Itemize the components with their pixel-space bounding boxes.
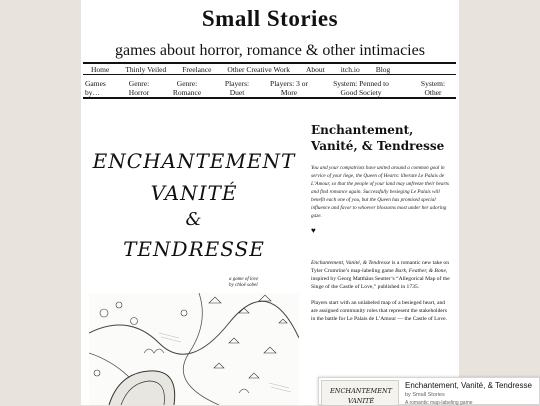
itch-game-name[interactable]: Enchantement, Vanité, & Tendresse [405, 381, 532, 390]
nav-itch-io[interactable]: itch.io [340, 64, 360, 74]
nav-system-other[interactable]: System: Other [420, 79, 446, 97]
nav-genre-romance[interactable]: Genre: Romance [172, 79, 202, 97]
description-paragraph-1: Enchantement, Vanité, & Tendresse is a romantic new take on Tyler Crumrine’s map-labeling game Bark, Feather, & Bone, inspired by Georg Matthäus Seutter’s “Allegorical Map of the Singe of the Castle of Love,” published in 1735. [311, 260, 450, 290]
site-title[interactable]: Small Stories [201, 6, 339, 31]
nav-home[interactable]: Home [91, 64, 110, 74]
bark-feather-bone-link[interactable]: Bark, Feather, & Bone [395, 268, 446, 274]
game-cover-image[interactable] [89, 125, 299, 405]
nav-system-good-society[interactable]: System: Penned to Good Society [333, 79, 389, 97]
cover-byline: a game of love by chloë sobel [229, 277, 259, 288]
cover-ampersand: & [185, 209, 203, 230]
nav-players-3-or-more[interactable]: Players: 3 or More [270, 79, 308, 97]
category-nav [83, 77, 456, 99]
nav-genre-horror[interactable]: Genre: Horror [128, 79, 150, 97]
heart-map-illustration [89, 293, 299, 405]
description-paragraph-2: Players start with an unlabeled map of a besieged heart, and are assigned community roles that represent the stakeholders in the battle for Le Palais de L’Amour — the Castle of Love. [311, 300, 448, 322]
game-title[interactable]: Enchantement, Vanité, & Tendresse [311, 123, 445, 153]
main-nav [83, 62, 456, 75]
nav-freelance[interactable]: Freelance [182, 64, 212, 74]
page [81, 0, 459, 405]
cover-title-line-1: ENCHANTEMENT [92, 149, 296, 173]
nav-about[interactable]: About [305, 64, 325, 74]
post-content [311, 122, 451, 331]
nav-thinly-veiled[interactable]: Thinly Veiled [125, 64, 167, 74]
itch-description: A romantic map-labeling game [405, 400, 473, 406]
itch-thumbnail[interactable]: ENCHANTEMENT VANITÉ [321, 380, 399, 406]
intro-paragraph: You and your compatriots have united around a common goal in service of your liege, the Queen of Hearts: liberate Le Palais de L’Amour, so that the people of your land may unfreeze their hearts and find romance again. Successfully besieging Le Palais will benefit each one of you, but the Queen has promised special influence and favor to whoever blossoms most under her adoring gaze. [311, 165, 449, 219]
nav-blog[interactable]: Blog [375, 64, 391, 74]
cover-title-line-3: TENDRESSE [123, 237, 265, 261]
nav-games-by[interactable]: Games by… [85, 79, 106, 97]
nav-other-creative-work[interactable]: Other Creative Work [227, 64, 290, 74]
itch-author[interactable]: by Small Stories [405, 392, 445, 398]
itch-embed-widget[interactable] [318, 377, 540, 405]
cover-title-line-2: VANITÉ [150, 181, 238, 205]
site-tagline: games about horror, romance & other intimacies [115, 42, 425, 59]
heart-icon: ♥ [311, 226, 316, 235]
nav-players-duet[interactable]: Players: Duet [224, 79, 250, 97]
